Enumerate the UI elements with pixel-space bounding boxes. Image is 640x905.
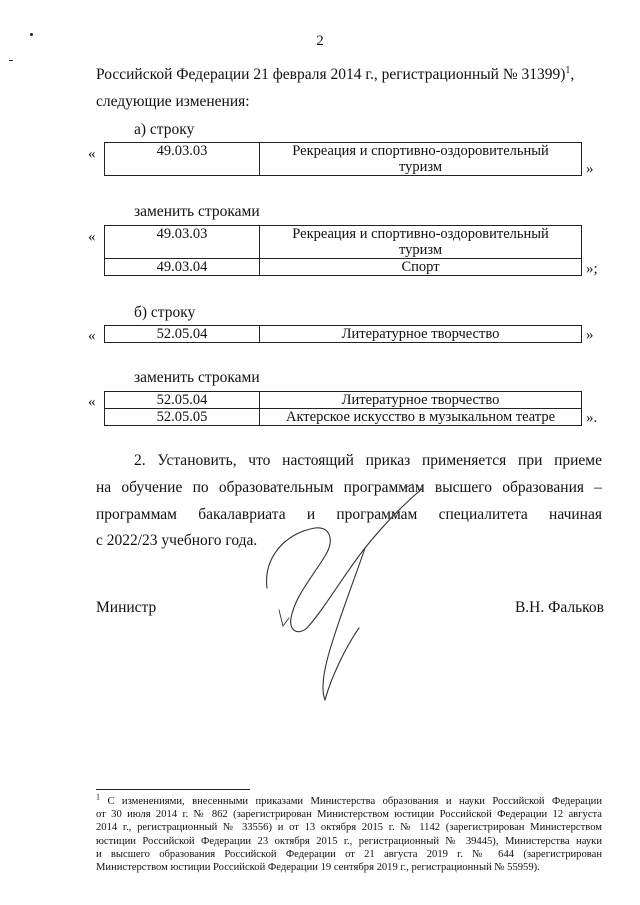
table-a-replacement — [104, 225, 582, 276]
footnote-line — [96, 792, 603, 808]
name-line: туризм — [398, 159, 443, 175]
intro-comma: , — [570, 66, 575, 83]
open-quote: « — [88, 328, 96, 344]
section-b-replace-label: заменить строками — [134, 369, 260, 386]
table-b-replacement — [104, 391, 582, 426]
footnote-line: юстиции Российской Федерации 23 октября 2015 г., регистрационный № 39445), Министерства науки — [96, 835, 602, 847]
footnote-line: от 30 июля 2014 г. № 862 (зарегистрирован Министерством юстиции Российской Федерации 12 августа — [96, 809, 602, 821]
intro-line-1 — [96, 66, 574, 84]
signatory-name: В.Н. Фальков — [514, 599, 604, 616]
footnote-mark: 1 — [96, 792, 100, 802]
code-cell: 52.05.04 — [105, 392, 260, 409]
name-cell — [260, 143, 582, 176]
close-quote: » — [586, 161, 594, 177]
footnote-ref[interactable]: 1 — [565, 64, 571, 76]
table-a-original — [104, 142, 582, 176]
name-cell: Литературное творчество — [260, 392, 582, 409]
name-cell — [260, 226, 582, 259]
paragraph-2-line-2: на обучение по образовательным программам высшего образования – — [96, 479, 602, 496]
open-quote: « — [88, 146, 96, 162]
footnote-line: и высшего образования Российской Федерации от 21 августа 2019 г. № 644 (зарегистрирован — [96, 848, 602, 860]
footnote — [96, 792, 603, 874]
handwritten-signature — [255, 478, 445, 708]
table-row — [105, 326, 582, 343]
name-line: Рекреация и спортивно-оздоровительный — [292, 226, 549, 242]
table-row — [105, 392, 582, 409]
close-quote-period: ». — [586, 410, 598, 426]
code-cell: 49.03.04 — [105, 259, 260, 276]
code-cell: 49.03.03 — [105, 143, 260, 176]
intro-text: Российской Федерации 21 февраля 2014 г., регистрационный № 31399) — [96, 66, 566, 83]
close-quote-semicolon: »; — [586, 261, 598, 277]
paragraph-2-line-1: 2. Установить, что настоящий приказ применяется при приеме — [134, 452, 602, 469]
scan-speck — [9, 60, 13, 61]
name-cell: Актерское искусство в музыкальном театре — [260, 409, 582, 426]
paragraph-2-line-3: программам бакалавриата и программам специалитета начиная — [96, 506, 602, 523]
name-cell: Литературное творчество — [260, 326, 582, 343]
code-cell: 49.03.03 — [105, 226, 260, 259]
name-line: туризм — [398, 242, 443, 258]
paragraph-2-line-4: с 2022/23 учебного года. — [96, 532, 258, 549]
table-b-original — [104, 325, 582, 343]
table-row — [105, 409, 582, 426]
close-quote: » — [586, 327, 594, 343]
name-cell: Спорт — [260, 259, 582, 276]
table-row — [105, 143, 582, 176]
footnote-separator — [96, 789, 250, 790]
footnote-text: С изменениями, внесенными приказами Министерства образования и науки Российской Федерации — [107, 796, 603, 807]
footnote-line: Министерством юстиции Российской Федерации 19 сентября 2019 г., регистрационный № 55959). — [96, 862, 540, 874]
intro-line-2: следующие изменения: — [96, 93, 250, 110]
page-number: 2 — [316, 33, 324, 49]
section-b-label: б) строку — [134, 304, 196, 321]
section-a-label: а) строку — [134, 121, 195, 138]
code-cell: 52.05.04 — [105, 326, 260, 343]
footnote-line: 2014 г., регистрационный № 33556) и от 13 октября 2015 г. № 1142 (зарегистрирован Министерством — [96, 822, 602, 834]
table-row — [105, 226, 582, 259]
table-row — [105, 259, 582, 276]
open-quote: « — [88, 394, 96, 410]
name-line: Рекреация и спортивно-оздоровительный — [292, 143, 549, 159]
code-cell: 52.05.05 — [105, 409, 260, 426]
signatory-title: Министр — [96, 599, 157, 616]
section-a-replace-label: заменить строками — [134, 203, 260, 220]
open-quote: « — [88, 229, 96, 245]
